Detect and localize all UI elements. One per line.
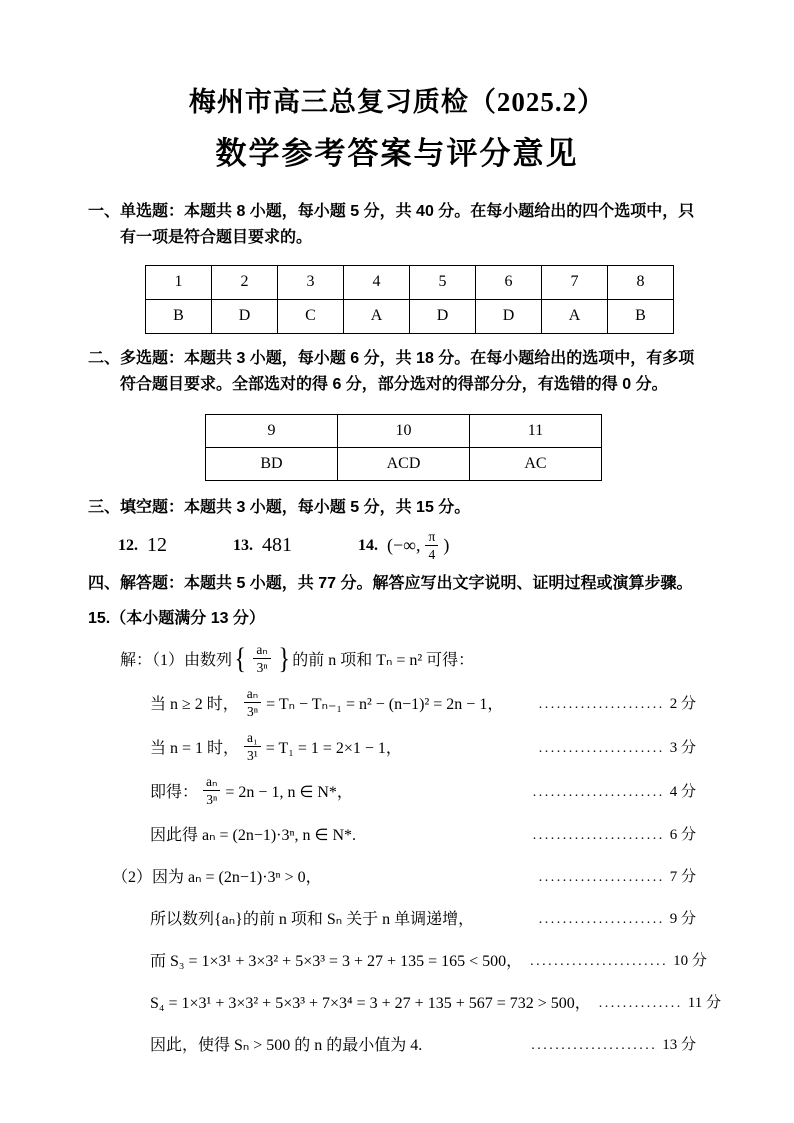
- table-cell: 1: [146, 265, 212, 299]
- table-answer-row: [146, 299, 674, 333]
- page-title: 梅州市高三总复习质检（2025.2）: [188, 87, 606, 117]
- line-text: 当 n ≥ 2 时，: [150, 696, 239, 714]
- question-number: 14.: [358, 536, 378, 554]
- line-text: 因为 aₙ = (2n−1)·3ⁿ > 0，: [152, 869, 322, 887]
- table-header-row: [146, 265, 674, 299]
- dots-leader: .....................: [538, 870, 665, 886]
- fraction-denominator: 3ⁿ: [256, 660, 268, 676]
- dots-leader: ......................: [532, 828, 665, 844]
- solution-line-2: [150, 726, 706, 768]
- fraction: [203, 774, 220, 808]
- dots-leader: .....................: [531, 1038, 658, 1054]
- fraction-numerator: a₁: [244, 730, 261, 748]
- score-marker: 13 分: [662, 1037, 696, 1054]
- line-text: = T₁ = 1 = 2×1 − 1，: [265, 740, 402, 758]
- line-text: 的前 n 项和 Tₙ = n² 可得：: [292, 652, 475, 670]
- score-marker: 7 分: [669, 869, 696, 886]
- score-leader: [522, 949, 707, 970]
- fraction: [244, 686, 261, 720]
- table-cell: 2: [212, 265, 278, 299]
- table-cell: 8: [608, 265, 674, 299]
- dots-leader: ......................: [532, 785, 665, 801]
- table-cell: 3: [278, 265, 344, 299]
- line-text: 因此，使得 Sₙ > 500 的 n 的最小值为 4.: [150, 1037, 423, 1055]
- score-marker: 4 分: [669, 784, 696, 801]
- section-text: 填空题：本题共 3 小题，每小题 5 分，共 15 分。: [120, 498, 471, 516]
- problem-15-heading: 15.（本小题满分 13 分）: [88, 609, 265, 627]
- fill-answer-12: [118, 534, 167, 557]
- solution-line-7: [150, 940, 706, 980]
- answer-value: ): [443, 535, 450, 556]
- fraction-denominator: 3¹: [246, 748, 258, 764]
- line-text: 因此得 aₙ = (2n−1)·3ⁿ, n ∈ N*.: [150, 827, 357, 845]
- fill-answer-13: [233, 534, 292, 557]
- fill-answer-14: [358, 529, 449, 563]
- line-text: = 2n − 1, n ∈ N*，: [225, 784, 353, 802]
- right-brace: }: [278, 641, 290, 675]
- table-header-row: [206, 414, 602, 447]
- answer-value: 12: [147, 534, 167, 557]
- fraction-numerator: aₙ: [253, 642, 270, 660]
- table-cell: 4: [344, 265, 410, 299]
- section-text: 单选题：本题共 8 小题，每小题 5 分，共 40 分。在每小题给出的四个选项中，只有一项是符合题目要求的。: [120, 202, 695, 246]
- score-leader: [525, 823, 696, 844]
- multi-choice-answer-table: [205, 414, 602, 481]
- table-cell: 9: [206, 414, 338, 447]
- table-cell: 6: [476, 265, 542, 299]
- section-number: 四、: [88, 574, 121, 592]
- fraction-denominator: 3ⁿ: [206, 792, 218, 808]
- line-text: 而 S₃ = 1×3¹ + 3×3² + 5×3³ = 3 + 27 + 135 = 165 < 500，: [150, 953, 523, 971]
- dots-leader: .....................: [538, 697, 665, 713]
- fraction-numerator: aₙ: [203, 774, 220, 792]
- fraction-denominator: 4: [428, 547, 436, 563]
- problem-15-solution: [88, 638, 721, 1064]
- score-leader: [531, 736, 696, 757]
- section-fill-blank: [88, 495, 706, 521]
- table-cell: AC: [470, 447, 602, 480]
- section-number: 一、: [88, 202, 121, 220]
- table-cell: D: [212, 299, 278, 333]
- score-marker: 9 分: [669, 911, 696, 928]
- fraction: [244, 730, 261, 764]
- fraction-numerator: aₙ: [244, 686, 261, 704]
- score-leader: [531, 865, 696, 886]
- table-cell: B: [608, 299, 674, 333]
- question-number: 13.: [233, 536, 253, 554]
- score-marker: 6 分: [669, 827, 696, 844]
- solution-line-5: [112, 856, 706, 896]
- line-text: 即得：: [150, 784, 199, 802]
- section-text: 解答题：本题共 5 小题，共 77 分。解答应写出文字说明、证明过程或演算步骤。: [120, 574, 693, 592]
- table-cell: 5: [410, 265, 476, 299]
- dots-leader: .......................: [530, 954, 669, 970]
- section-single-choice: [88, 199, 706, 251]
- left-brace: {: [234, 641, 246, 675]
- table-cell: A: [344, 299, 410, 333]
- score-marker: 11 分: [687, 995, 721, 1012]
- page-subtitle: 数学参考答案与评分意见: [215, 135, 579, 171]
- score-leader: [525, 780, 696, 801]
- table-cell: ACD: [338, 447, 470, 480]
- line-text: 当 n = 1 时，: [150, 740, 240, 758]
- answer-value: (−∞,: [387, 535, 421, 556]
- line-text: S₄ = 1×3¹ + 3×3² + 5×3³ + 7×3⁴ = 3 + 27 + 135 + 567 = 732 > 500，: [150, 995, 591, 1013]
- section-number: 三、: [88, 498, 121, 516]
- fill-blank-answers: [118, 529, 706, 563]
- solution-intro: [120, 638, 706, 680]
- table-cell: 7: [542, 265, 608, 299]
- score-marker: 2 分: [669, 696, 696, 713]
- question-number: 12.: [118, 536, 138, 554]
- table-cell: B: [146, 299, 212, 333]
- section-text: 多选题：本题共 3 小题，每小题 6 分，共 18 分。在每小题给出的选项中，有多项符合题目要求。全部选对的得 6 分，部分选对的得部分分，有选错的得 0 分。: [120, 349, 695, 393]
- dots-leader: ..............: [598, 996, 683, 1012]
- table-cell: 10: [338, 414, 470, 447]
- section-multi-choice: [88, 346, 706, 398]
- line-text: 解：（1）由数列: [120, 652, 233, 670]
- section-solution: [88, 571, 706, 597]
- table-cell: A: [542, 299, 608, 333]
- table-cell: BD: [206, 447, 338, 480]
- answer-value: 481: [262, 534, 292, 557]
- fraction-numerator: π: [425, 529, 438, 547]
- section-number: 二、: [88, 349, 121, 367]
- solution-line-1: [150, 682, 706, 724]
- solution-line-9: [150, 1024, 706, 1064]
- part-label: （2）: [112, 869, 153, 887]
- fraction-denominator: 3ⁿ: [246, 704, 258, 720]
- solution-line-8: [150, 982, 721, 1022]
- solution-line-3: [150, 770, 706, 812]
- fraction: [253, 642, 270, 676]
- score-marker: 3 分: [669, 740, 696, 757]
- table-cell: C: [278, 299, 344, 333]
- score-leader: [591, 991, 721, 1012]
- score-marker: 10 分: [673, 953, 707, 970]
- solution-line-4: [150, 814, 706, 854]
- fraction: [425, 529, 438, 563]
- table-answer-row: [206, 447, 602, 480]
- dots-leader: .....................: [538, 741, 665, 757]
- score-leader: [523, 1033, 696, 1054]
- score-leader: [531, 692, 696, 713]
- line-text: 所以数列{aₙ}的前 n 项和 Sₙ 关于 n 单调递增，: [150, 911, 475, 929]
- table-cell: D: [476, 299, 542, 333]
- solution-line-6: [150, 898, 706, 938]
- table-cell: D: [410, 299, 476, 333]
- table-cell: 11: [470, 414, 602, 447]
- dots-leader: .....................: [538, 912, 665, 928]
- line-text: = Tₙ − Tₙ₋₁ = n² − (n−1)² = 2n − 1，: [266, 696, 504, 714]
- score-leader: [531, 907, 696, 928]
- single-choice-answer-table: [145, 265, 674, 334]
